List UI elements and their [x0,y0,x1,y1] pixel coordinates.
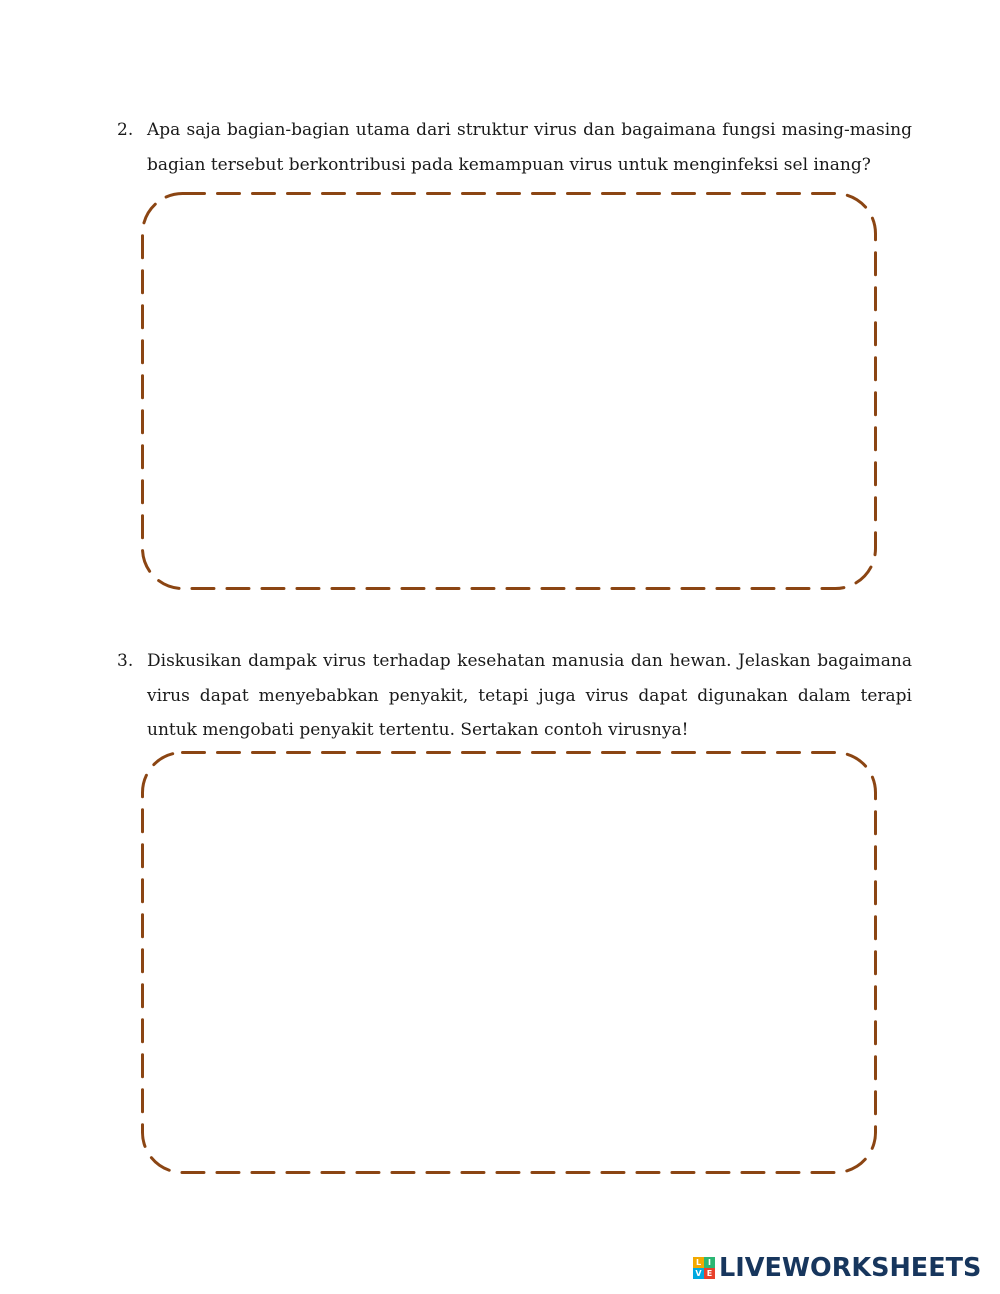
question-text: Diskusikan dampak virus terhadap kesehatan manusia dan hewan. Jelaskan bagaimana virus dapat menyebabkan penyakit, tetapi juga virus dapat digunakan dalam terapi untuk mengobati penyakit tertentu. Sertakan contoh virusnya! [147,651,912,740]
answer-box-2[interactable] [141,192,877,590]
logo-text: LIVEWORKSHEETS [719,1253,982,1283]
question-text: Apa saja bagian-bagian utama dari struktur virus dan bagaimana fungsi masing-masing bagian tersebut berkontribusi pada kemampuan virus untuk menginfeksi sel inang? [147,120,912,175]
logo-tile: L [693,1257,704,1268]
liveworksheets-logo [693,1253,981,1283]
logo-tile: E [704,1268,715,1279]
question-number: 2. [117,120,134,140]
question-number: 3. [117,651,134,671]
question-2 [117,113,912,182]
logo-mark-icon [693,1257,715,1279]
answer-box-border [143,194,876,589]
logo-tile: V [693,1268,704,1279]
answer-box-3[interactable] [141,751,877,1174]
question-3 [117,644,912,748]
answer-box-border [143,753,876,1173]
logo-tile: I [704,1257,715,1268]
